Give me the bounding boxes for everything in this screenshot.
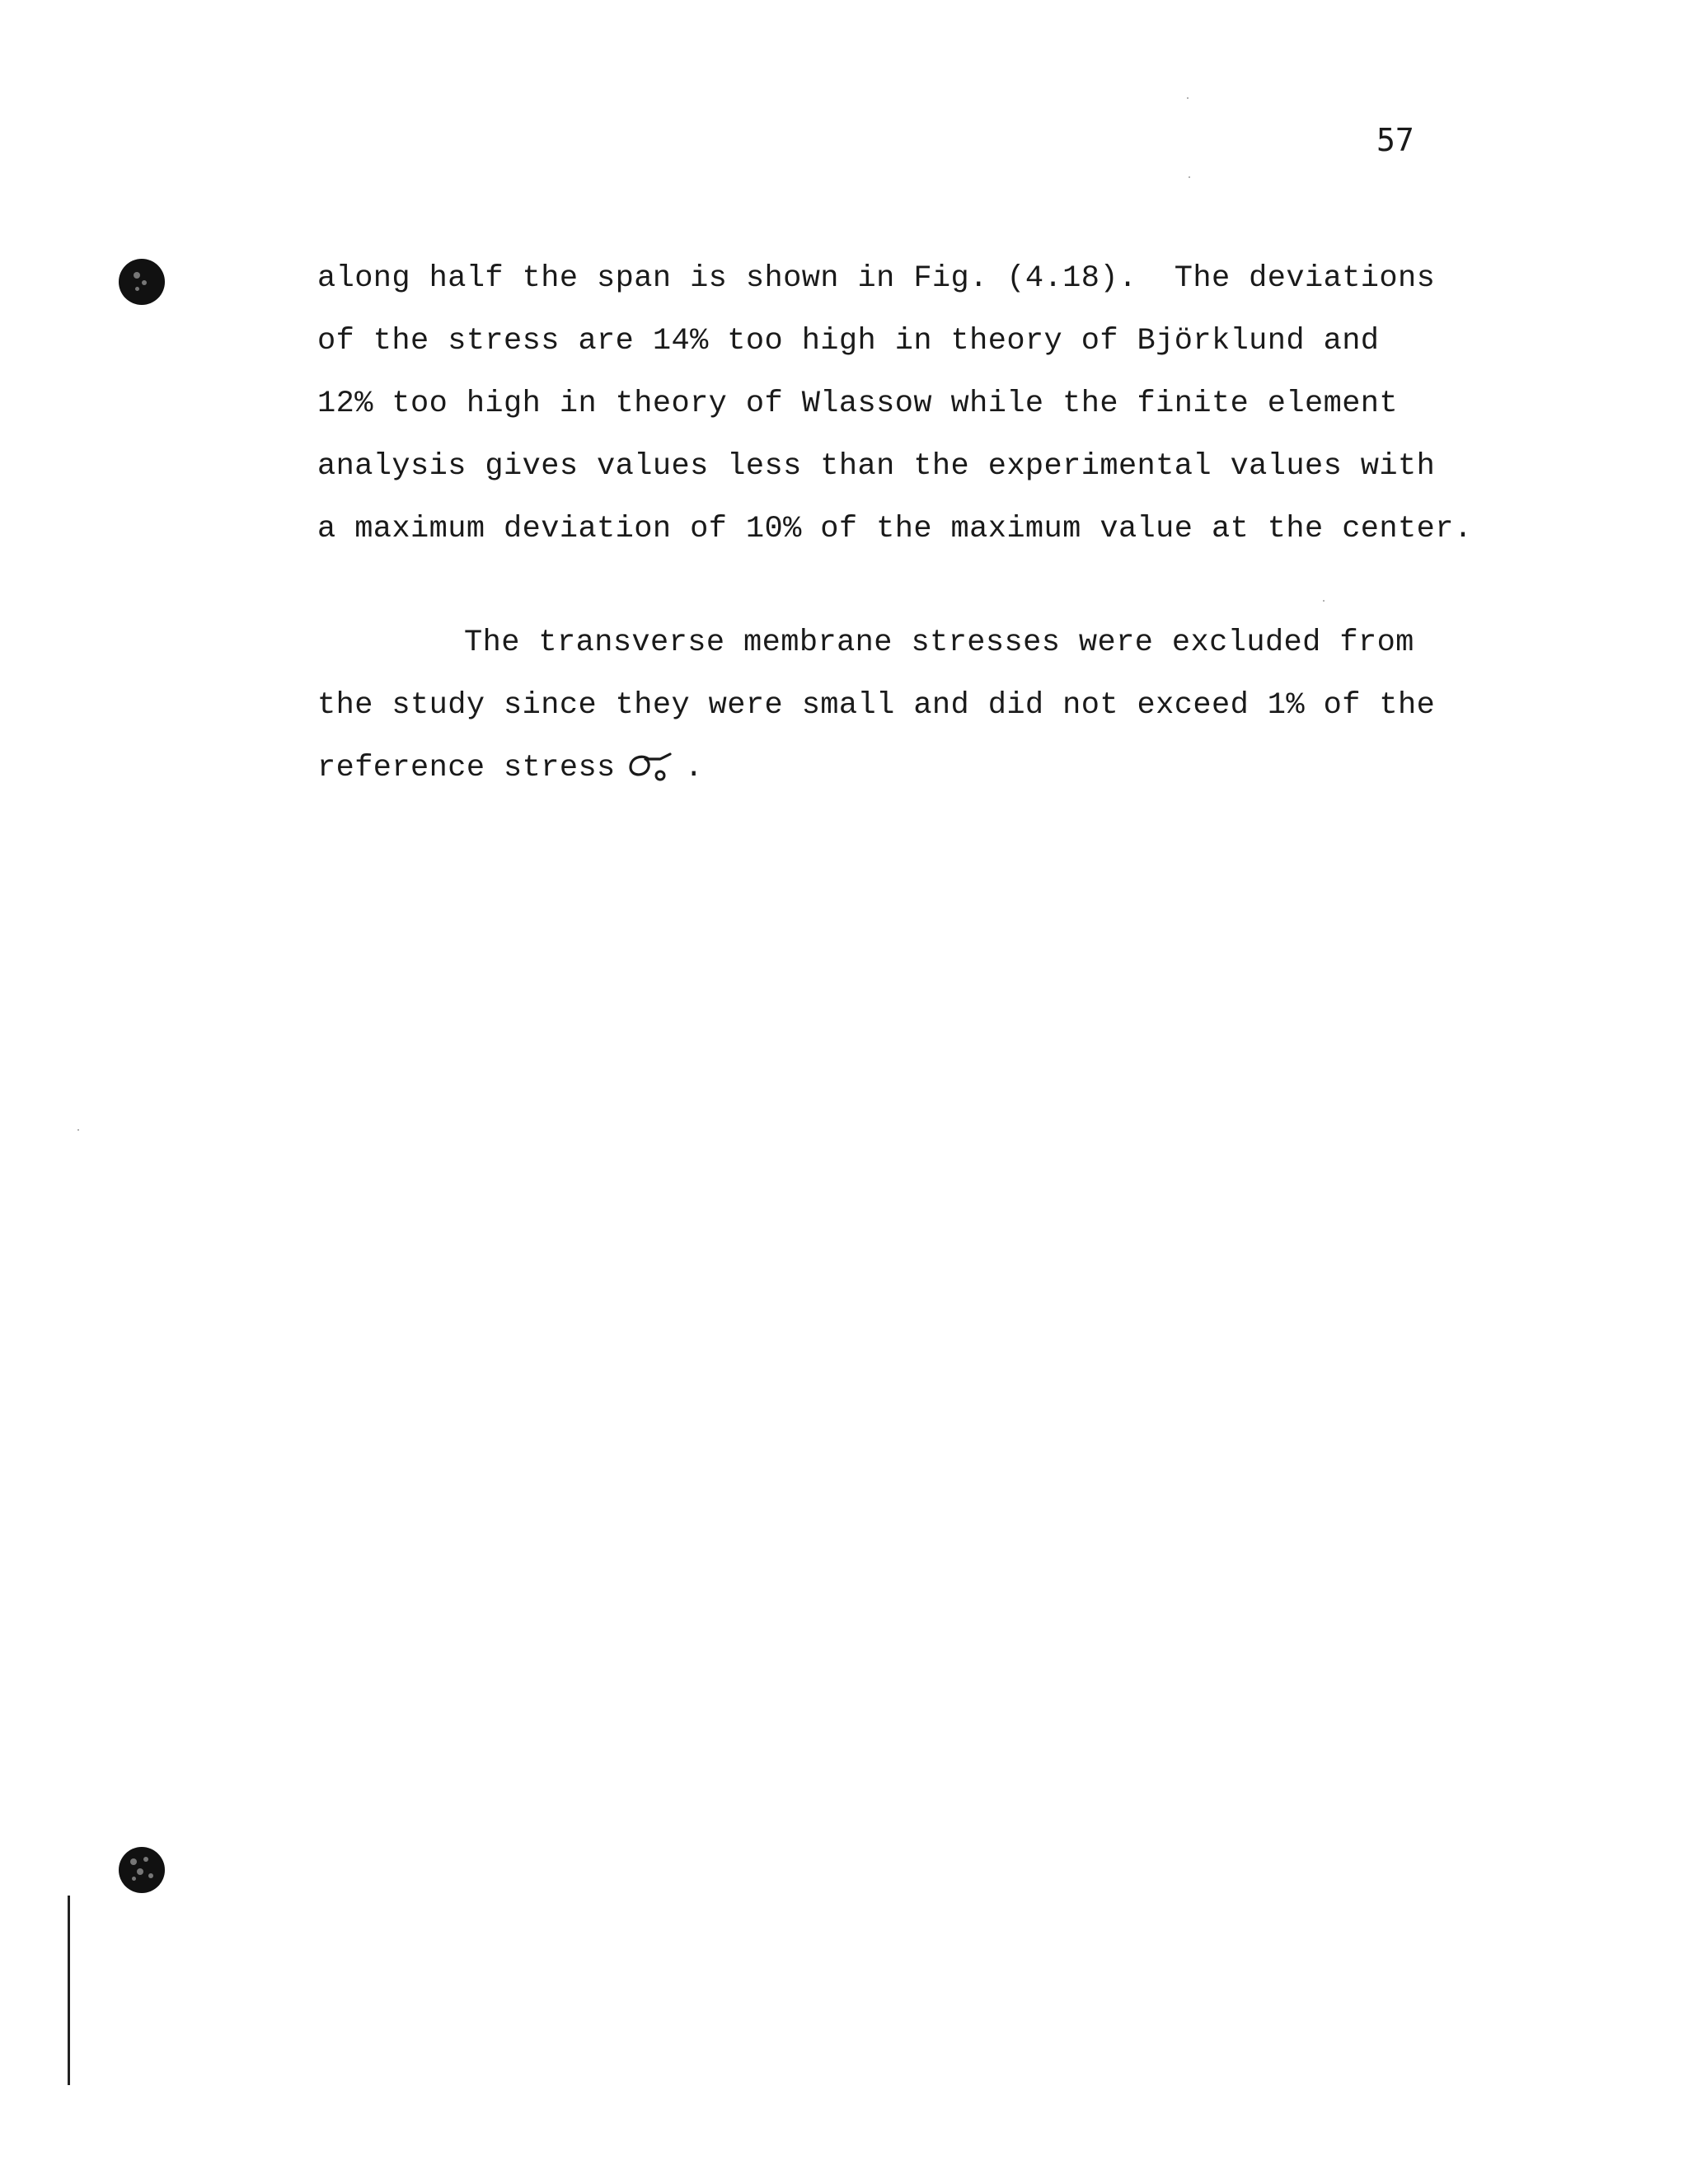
text-line: a maximum deviation of 10% of the maximum value at the center. bbox=[317, 512, 1473, 546]
page-number: 57 bbox=[1376, 122, 1414, 158]
text-line: analysis gives values less than the experimental values with bbox=[317, 449, 1436, 484]
paragraph-continuation bbox=[317, 247, 1488, 560]
scan-speck bbox=[1189, 176, 1190, 178]
scan-speck bbox=[1323, 600, 1325, 602]
text-line: 12% too high in theory of Wlassow while the finite element bbox=[317, 387, 1399, 421]
sigma-zero-symbol bbox=[624, 748, 677, 780]
text-line: the study since they were small and did not exceed 1% of the bbox=[317, 688, 1436, 723]
punch-hole-mark bbox=[119, 259, 165, 305]
text-line: The transverse membrane stresses were excluded from bbox=[464, 626, 1414, 660]
trailing-period: . bbox=[684, 751, 704, 785]
paragraph-transverse-stresses bbox=[317, 612, 1488, 799]
scan-speck bbox=[77, 1129, 79, 1131]
punch-hole-mark bbox=[119, 1847, 165, 1893]
text-segment: reference stress bbox=[317, 751, 616, 785]
text-line-with-symbol bbox=[317, 737, 1488, 799]
text-line: along half the span is shown in Fig. (4.18). The deviations bbox=[317, 261, 1436, 296]
text-line: of the stress are 14% too high in theory of Björklund and bbox=[317, 324, 1380, 359]
binding-edge-line bbox=[68, 1896, 70, 2085]
scan-speck bbox=[1187, 97, 1189, 99]
